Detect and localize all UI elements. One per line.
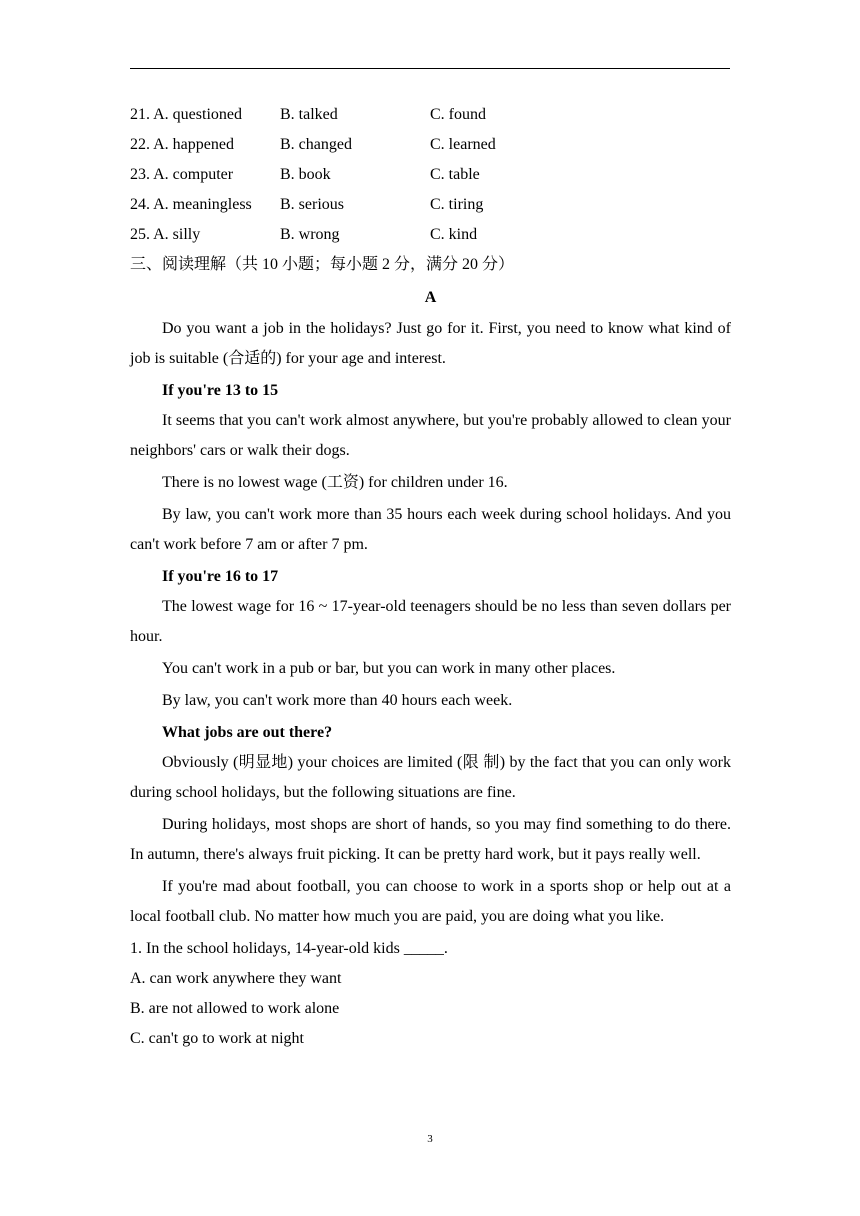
passage-intro: Do you want a job in the holidays? Just go for it. First, you need to know what kind of job is suitable (合适的) for your age and interest. — [130, 320, 731, 367]
subheading-what-jobs: What jobs are out there? — [162, 724, 333, 741]
question-stem: 1. In the school holidays, 14-year-old kids _____. — [130, 940, 448, 957]
option-c: C. kind — [430, 226, 478, 243]
header-rule — [130, 68, 730, 69]
option-c: C. table — [430, 166, 480, 183]
paragraph: By law, you can't work more than 35 hours each week during school holidays. And you can't work before 7 am or after 7 pm. — [130, 506, 731, 553]
option-c: C. found — [430, 106, 486, 123]
paragraph: During holidays, most shops are short of hands, so you may find something to do there. In autumn, there's always fruit picking. It can be pretty hard work, but it pays really well. — [130, 816, 731, 863]
option-b: B. talked — [280, 106, 338, 123]
option-b: B. serious — [280, 196, 344, 213]
paragraph: Obviously (明显地) your choices are limited (限 制) by the fact that you can only work during school holidays, but the following situations are fine. — [130, 754, 731, 801]
option-row-22 — [130, 130, 731, 160]
option-b: B. changed — [280, 136, 352, 153]
option-a: 24. A. meaningless — [130, 196, 252, 213]
paragraph: If you're mad about football, you can choose to work in a sports shop or help out at a local football club. No matter how much you are paid, you are doing what you like. — [130, 878, 731, 925]
subheading-13-to-15: If you're 13 to 15 — [162, 382, 279, 399]
paragraph: It seems that you can't work almost anywhere, but you're probably allowed to clean your neighbors' cars or walk their dogs. — [130, 412, 731, 459]
option-b: B. wrong — [280, 226, 340, 243]
answer-option-a: A. can work anywhere they want — [130, 970, 342, 987]
option-b: B. book — [280, 166, 331, 183]
option-a: 22. A. happened — [130, 136, 234, 153]
option-c: C. tiring — [430, 196, 484, 213]
answer-option-b: B. are not allowed to work alone — [130, 1000, 340, 1017]
paragraph: The lowest wage for 16 ~ 17-year-old teenagers should be no less than seven dollars per hour. — [130, 598, 731, 645]
option-row-24 — [130, 190, 731, 220]
option-a: 23. A. computer — [130, 166, 234, 183]
option-row-25 — [130, 220, 731, 250]
paragraph: By law, you can't work more than 40 hours each week. — [162, 692, 513, 709]
paragraph: There is no lowest wage (工资) for children under 16. — [162, 474, 508, 491]
option-a: 25. A. silly — [130, 226, 201, 243]
option-c: C. learned — [430, 136, 496, 153]
option-row-21 — [130, 100, 731, 130]
page-number: 3 — [427, 1133, 433, 1145]
page-content — [130, 100, 731, 1054]
passage-letter: A — [424, 289, 437, 306]
option-a: 21. A. questioned — [130, 106, 242, 123]
section-heading: 三、阅读理解（共 10 小题；每小题 2 分，满分 20 分） — [130, 256, 515, 273]
subheading-16-to-17: If you're 16 to 17 — [162, 568, 279, 585]
answer-option-c: C. can't go to work at night — [130, 1030, 304, 1047]
option-row-23 — [130, 160, 731, 190]
paragraph: You can't work in a pub or bar, but you can work in many other places. — [162, 660, 616, 677]
